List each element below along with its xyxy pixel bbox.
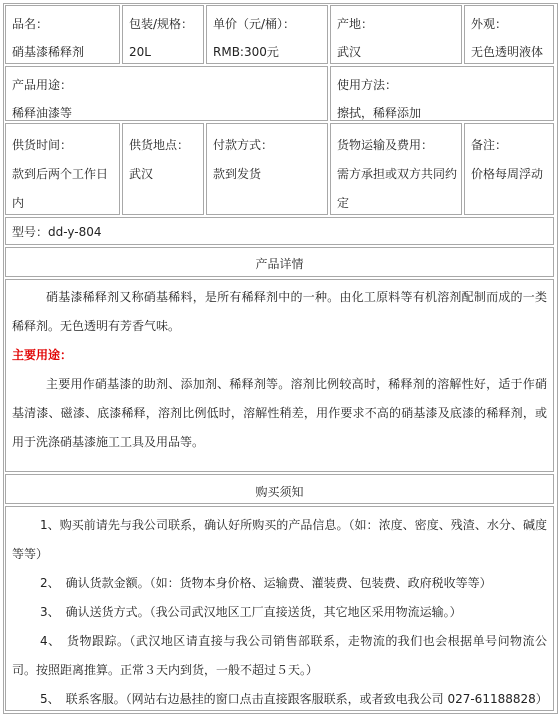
time-label: 供货时间： bbox=[12, 138, 73, 152]
notice-item-4: 4、 货物跟踪。（武汉地区请直接与我公司销售部联系，走物流的我们也会根据单号问物流公司。按照距离推算。正常３天内到货，一般不超过５天。） bbox=[12, 634, 547, 677]
notice-item-2: 2、 确认货款金额。（如：货物本身价格、运输费、灌装费、包装费、政府税收等等） bbox=[40, 576, 492, 590]
cell-supply-place bbox=[122, 123, 204, 215]
price-label: 单价（元/桶）： bbox=[213, 17, 296, 31]
use-label: 产品用途： bbox=[12, 78, 73, 92]
details-body bbox=[5, 279, 554, 472]
look-value: 无色透明液体 bbox=[471, 45, 544, 59]
note-value: 价格每周浮动 bbox=[471, 167, 544, 181]
notice-item-1: 1、购买前请先与我公司联系，确认好所购买的产品信息。（如：浓度、密度、残渣、水分、碱度等等） bbox=[12, 518, 547, 561]
cell-look bbox=[464, 5, 554, 64]
cell-model bbox=[5, 217, 554, 245]
details-header bbox=[5, 247, 554, 277]
cell-price bbox=[206, 5, 328, 64]
notice-body bbox=[5, 506, 554, 711]
ship-label: 货物运输及费用： bbox=[337, 138, 434, 152]
place-label: 供货地点： bbox=[129, 138, 190, 152]
pay-value: 款到发货 bbox=[213, 167, 262, 181]
main-use-title: 主要用途： bbox=[12, 348, 73, 362]
cell-payment bbox=[206, 123, 328, 215]
cell-supply-time bbox=[5, 123, 120, 215]
cell-remark bbox=[464, 123, 554, 215]
cell-method bbox=[330, 66, 554, 121]
time-value: 款到后两个工作日内 bbox=[12, 167, 109, 210]
details-title: 产品详情 bbox=[255, 257, 304, 271]
origin-value: 武汉 bbox=[337, 45, 362, 59]
method-label: 使用方法： bbox=[337, 78, 398, 92]
ship-value: 需方承担或双方共同约定 bbox=[337, 167, 458, 210]
notice-item-3: 3、 确认送货方式。（我公司武汉地区工厂直接送货，其它地区采用物流运输。） bbox=[40, 605, 462, 619]
details-intro: 硝基漆稀释剂又称硝基稀料，是所有稀释剂中的一种。由化工原料等有机溶剂配制而成的一类稀释剂。无色透明有芳香气味。 bbox=[12, 290, 547, 333]
cell-shipping bbox=[330, 123, 462, 215]
cell-pack bbox=[122, 5, 204, 64]
notice-header bbox=[5, 474, 554, 504]
pack-value: 20L bbox=[129, 45, 151, 59]
use-value: 稀释油漆等 bbox=[12, 106, 73, 120]
main-use-text: 主要用作硝基漆的助剂、添加剂、稀释剂等。溶剂比例较高时，稀释剂的溶解性好，适于作硝基清漆、磁漆、底漆稀释，溶剂比例低时，溶解性稍差，用作要求不高的硝基漆及底漆的稀释剂，或用于洗涤硝基漆施工工具及用品等。 bbox=[12, 377, 547, 449]
note-label: 备注： bbox=[471, 138, 508, 152]
pack-label: 包装/规格： bbox=[129, 17, 194, 31]
name-label: 品名： bbox=[12, 17, 49, 31]
cell-origin bbox=[330, 5, 462, 64]
cell-use bbox=[5, 66, 328, 121]
notice-title: 购买须知 bbox=[255, 485, 304, 499]
pay-label: 付款方式： bbox=[213, 138, 274, 152]
place-value: 武汉 bbox=[129, 167, 154, 181]
look-label: 外观： bbox=[471, 17, 508, 31]
name-value: 硝基漆稀释剂 bbox=[12, 45, 85, 59]
model-number: 型号：dd-y-804 bbox=[12, 225, 102, 239]
method-value: 擦拭，稀释添加 bbox=[337, 106, 422, 120]
origin-label: 产地： bbox=[337, 17, 374, 31]
notice-item-5: 5、 联系客服。（网站右边悬挂的窗口点击直接跟客服联系，或者致电我公司 027-61188828） bbox=[40, 692, 548, 706]
price-value: RMB:300元 bbox=[213, 45, 279, 59]
cell-name bbox=[5, 5, 120, 64]
